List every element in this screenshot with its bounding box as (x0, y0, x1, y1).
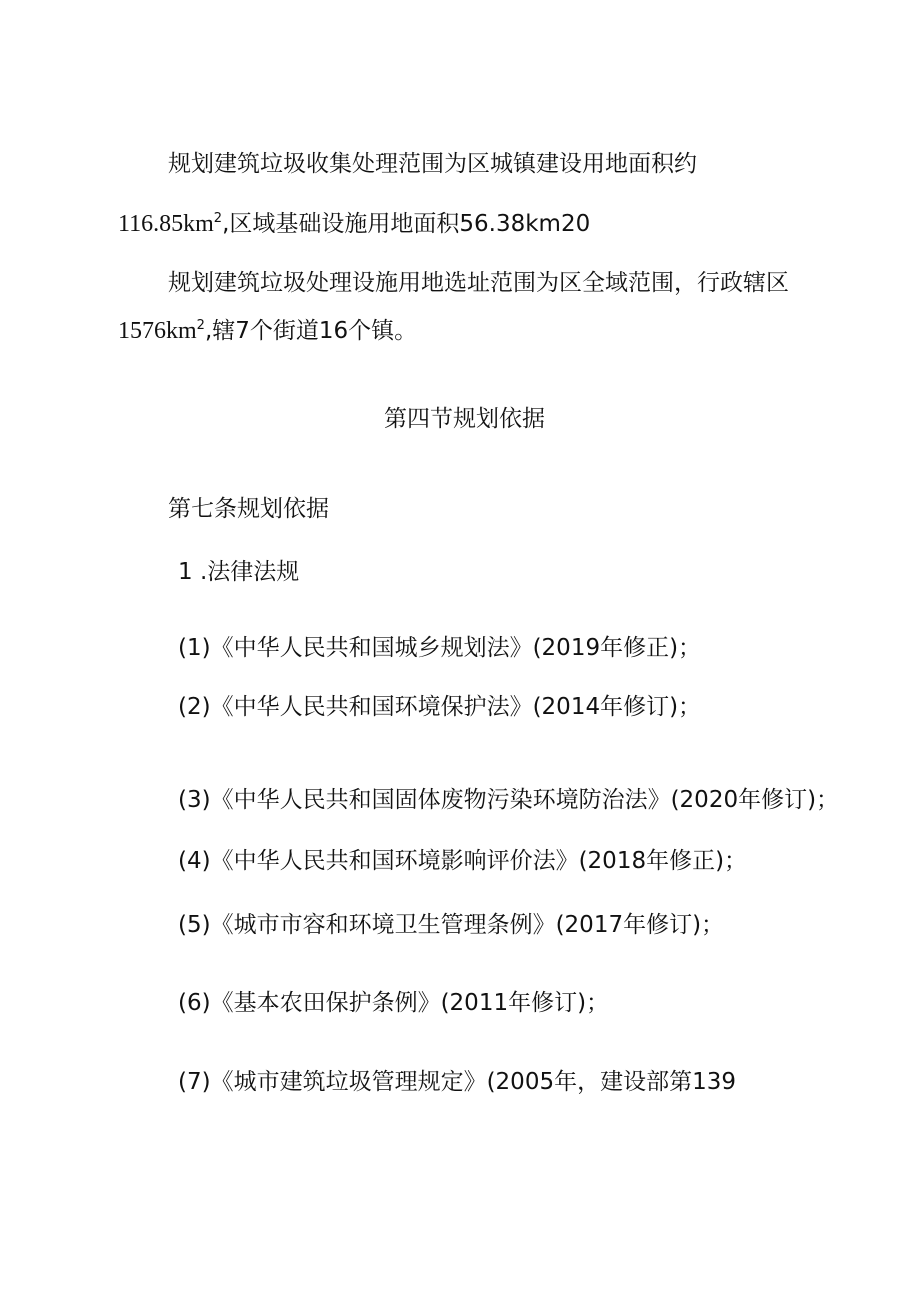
area-unit-superscript: 2 (213, 211, 223, 226)
law-item-2: (2)《中华人民共和国环境保护法》(2014年修订)； (178, 694, 702, 720)
paragraph-1-line-2 (118, 209, 590, 239)
law-item-1: (1)《中华人民共和国城乡规划法》(2019年修正)； (178, 635, 702, 661)
paragraph-2-line-2-text: ,辖7个街道16个镇。 (204, 318, 418, 344)
district-area-value: 1576km (118, 318, 197, 344)
law-item-6: (6)《基本农田保护条例》(2011年修订)； (178, 990, 610, 1016)
law-item-5: (5)《城市市容和环境卫生管理条例》(2017年修订)； (178, 912, 725, 938)
paragraph-2-line-1: 规划建筑垃圾处理设施用地选址范围为区全域范围，行政辖区 (168, 270, 789, 296)
district-area-unit-superscript: 2 (196, 318, 205, 333)
area-value: 116.85km (118, 211, 214, 237)
paragraph-1-line-2-text: ,区域基础设施用地面积56.38km20 (222, 211, 591, 237)
law-item-7: (7)《城市建筑垃圾管理规定》(2005年，建设部第139 (178, 1069, 736, 1095)
law-item-3: (3)《中华人民共和国固体废物污染环境防治法》(2020年修订)； (178, 787, 840, 813)
subsection-heading: 1 .法律法规 (178, 559, 300, 585)
paragraph-1-line-1: 规划建筑垃圾收集处理范围为区城镇建设用地面积约 (168, 151, 697, 177)
article-title: 第七条规划依据 (168, 496, 329, 522)
law-item-4: (4)《中华人民共和国环境影响评价法》(2018年修正)； (178, 848, 748, 874)
paragraph-2-line-2 (118, 316, 417, 346)
section-title: 第四节规划依据 (384, 406, 545, 432)
